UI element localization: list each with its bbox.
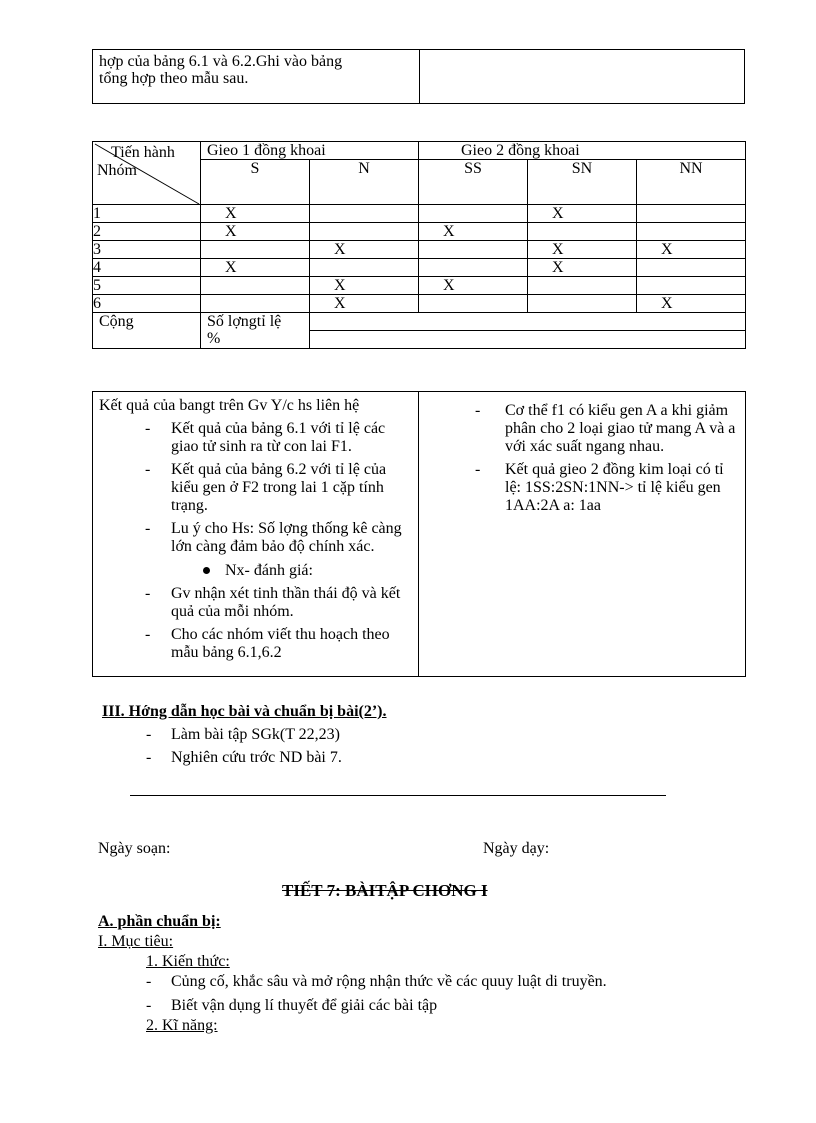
teacher-list-2 xyxy=(99,585,412,662)
instruction-line-1: hợp của bảng 6.1 và 6.2.Ghi vào bảng xyxy=(99,53,343,70)
column-header-s: S xyxy=(201,160,310,205)
dash-bullet-icon: - xyxy=(475,461,481,478)
corner-header-top: Tiến hành xyxy=(111,144,175,161)
table-row xyxy=(93,223,746,241)
table-cell: X xyxy=(201,223,310,241)
table-cell: X xyxy=(528,241,637,259)
empty-cell xyxy=(420,50,745,104)
table-cell xyxy=(528,295,637,313)
table-cell xyxy=(201,277,310,295)
list-item-text: Nghiên cứu trớc ND bài 7. xyxy=(171,749,342,766)
column-header-ss: SS xyxy=(419,160,528,205)
row-label: 2 xyxy=(93,223,201,241)
corner-header-cell xyxy=(93,142,201,205)
ngay-day-label: Ngày dạy: xyxy=(483,840,550,857)
group-header-1: Gieo 1 đồng khoai xyxy=(201,142,419,160)
table-cell xyxy=(528,277,637,295)
total-cell-top xyxy=(310,313,746,331)
part-a-heading: A. phần chuẩn bị: xyxy=(98,913,221,930)
list-item xyxy=(425,461,739,515)
list-item-text: Làm bài tập SGk(T 22,23) xyxy=(171,726,341,743)
list-item-text: Lu ý cho Hs: Số lợng thống kê càng lớn càng đảm bảo độ chính xác. xyxy=(171,520,402,555)
lesson-title: TIẾT 7: BÀITẬP CHƠNG I xyxy=(282,881,488,900)
table-cell: X xyxy=(419,277,528,295)
table-row xyxy=(93,259,746,277)
list-item xyxy=(99,420,412,456)
dash-bullet-icon: - xyxy=(145,420,151,437)
table-cell: X xyxy=(528,259,637,277)
dash-bullet-icon: - xyxy=(146,749,152,766)
group-header-2: Gieo 2 đồng khoai xyxy=(419,142,746,160)
list-item-text: Biết vận dụng lí thuyết để giải các bài tập xyxy=(171,997,438,1014)
table-row xyxy=(93,277,746,295)
table-cell: X xyxy=(637,241,746,259)
skills-heading: 2. Kĩ năng: xyxy=(146,1017,218,1034)
table-cell xyxy=(419,259,528,277)
teacher-list xyxy=(99,420,412,556)
table-cell xyxy=(201,295,310,313)
table-cell: X xyxy=(201,205,310,223)
row-label: 4 xyxy=(93,259,201,277)
instruction-cell xyxy=(93,50,420,104)
list-item xyxy=(99,461,412,515)
row-label: 1 xyxy=(93,205,201,223)
table-row xyxy=(93,295,746,313)
objectives-heading: I. Mục tiêu: xyxy=(98,933,174,950)
divider xyxy=(130,795,666,796)
table-cell: X xyxy=(419,223,528,241)
list-item xyxy=(99,585,412,621)
list-item xyxy=(425,402,739,456)
instruction-line-2: tổng hợp theo mẫu sau. xyxy=(99,70,249,87)
list-item xyxy=(99,562,412,580)
table-cell xyxy=(419,295,528,313)
table-cell: X xyxy=(310,241,419,259)
knowledge-heading: 1. Kiến thức: xyxy=(146,953,230,970)
dash-bullet-icon: - xyxy=(145,520,151,537)
list-item-text: Cho các nhóm viết thu hoạch theo mẫu bảng 6.1,6.2 xyxy=(171,626,390,661)
dash-bullet-icon: - xyxy=(146,973,152,990)
table-cell xyxy=(637,277,746,295)
list-item-text: Gv nhận xét tinh thần thái độ và kết quả của mỗi nhóm. xyxy=(171,585,401,620)
table-cell xyxy=(528,223,637,241)
table-cell xyxy=(419,241,528,259)
list-item xyxy=(99,520,412,556)
total-sub-label xyxy=(201,313,310,349)
table-cell: X xyxy=(201,259,310,277)
table-cell xyxy=(637,259,746,277)
list-item-text: Kết quả gieo 2 đồng kim loại có tỉ lệ: 1SS:2SN:1NN-> tỉ lệ kiểu gen 1AA:2A a: 1aa xyxy=(505,461,724,514)
teacher-column xyxy=(93,392,419,677)
student-list xyxy=(425,402,739,515)
table-cell: X xyxy=(310,295,419,313)
table-cell xyxy=(201,241,310,259)
row-label: 5 xyxy=(93,277,201,295)
total-sub-line-2: % xyxy=(207,330,221,347)
list-item-text: Kết quả của bảng 6.1 với tỉ lệ các giao tử sinh ra từ con lai F1. xyxy=(171,420,386,455)
teacher-intro: Kết quả của bangt trên Gv Y/c hs liên hệ xyxy=(99,397,360,414)
list-item-text: Nx- đánh giá: xyxy=(225,562,313,579)
table-row xyxy=(93,205,746,223)
dash-bullet-icon: - xyxy=(475,402,481,419)
dash-bullet-icon: - xyxy=(146,726,152,743)
dash-bullet-icon: - xyxy=(146,997,152,1014)
table-cell xyxy=(637,223,746,241)
table-cell xyxy=(419,205,528,223)
list-item xyxy=(99,626,412,662)
total-cell-bottom xyxy=(310,331,746,349)
coin-toss-results-table xyxy=(92,141,746,349)
row-label: 3 xyxy=(93,241,201,259)
list-item-text: Củng cố, khắc sâu và mở rộng nhận thức về các quuy luật di truyền. xyxy=(171,973,607,990)
total-sub-line-1: Số lợngtỉ lệ xyxy=(207,313,282,330)
table-row xyxy=(93,241,746,259)
round-bullet-icon xyxy=(203,567,210,574)
row-label: 6 xyxy=(93,295,201,313)
section-heading: III. Hớng dẫn học bài và chuẩn bị bài(2’). xyxy=(102,703,387,720)
table-cell: X xyxy=(310,277,419,295)
column-header-nn: NN xyxy=(637,160,746,205)
table-cell: X xyxy=(637,295,746,313)
dash-bullet-icon: - xyxy=(145,626,151,643)
table-cell xyxy=(310,259,419,277)
total-label: Cộng xyxy=(93,313,201,349)
dash-bullet-icon: - xyxy=(145,585,151,602)
table-cell xyxy=(310,205,419,223)
student-column xyxy=(419,392,746,677)
ngay-soan-label: Ngày soạn: xyxy=(98,840,171,857)
dash-bullet-icon: - xyxy=(145,461,151,478)
summary-instruction-table xyxy=(92,49,745,104)
table-cell: X xyxy=(528,205,637,223)
column-header-sn: SN xyxy=(528,160,637,205)
list-item-text: Cơ thể f1 có kiểu gen A a khi giảm phân cho 2 loại giao tử mang A và a với xác suất ngang nhau. xyxy=(505,402,736,455)
column-header-n: N xyxy=(310,160,419,205)
corner-header-bottom: Nhóm xyxy=(97,162,137,179)
table-cell xyxy=(637,205,746,223)
list-item-text: Kết quả của bảng 6.2 với tỉ lệ của kiểu gen ở F2 trong lai 1 cặp tính trạng. xyxy=(171,461,387,514)
discussion-table xyxy=(92,391,746,677)
table-cell xyxy=(310,223,419,241)
